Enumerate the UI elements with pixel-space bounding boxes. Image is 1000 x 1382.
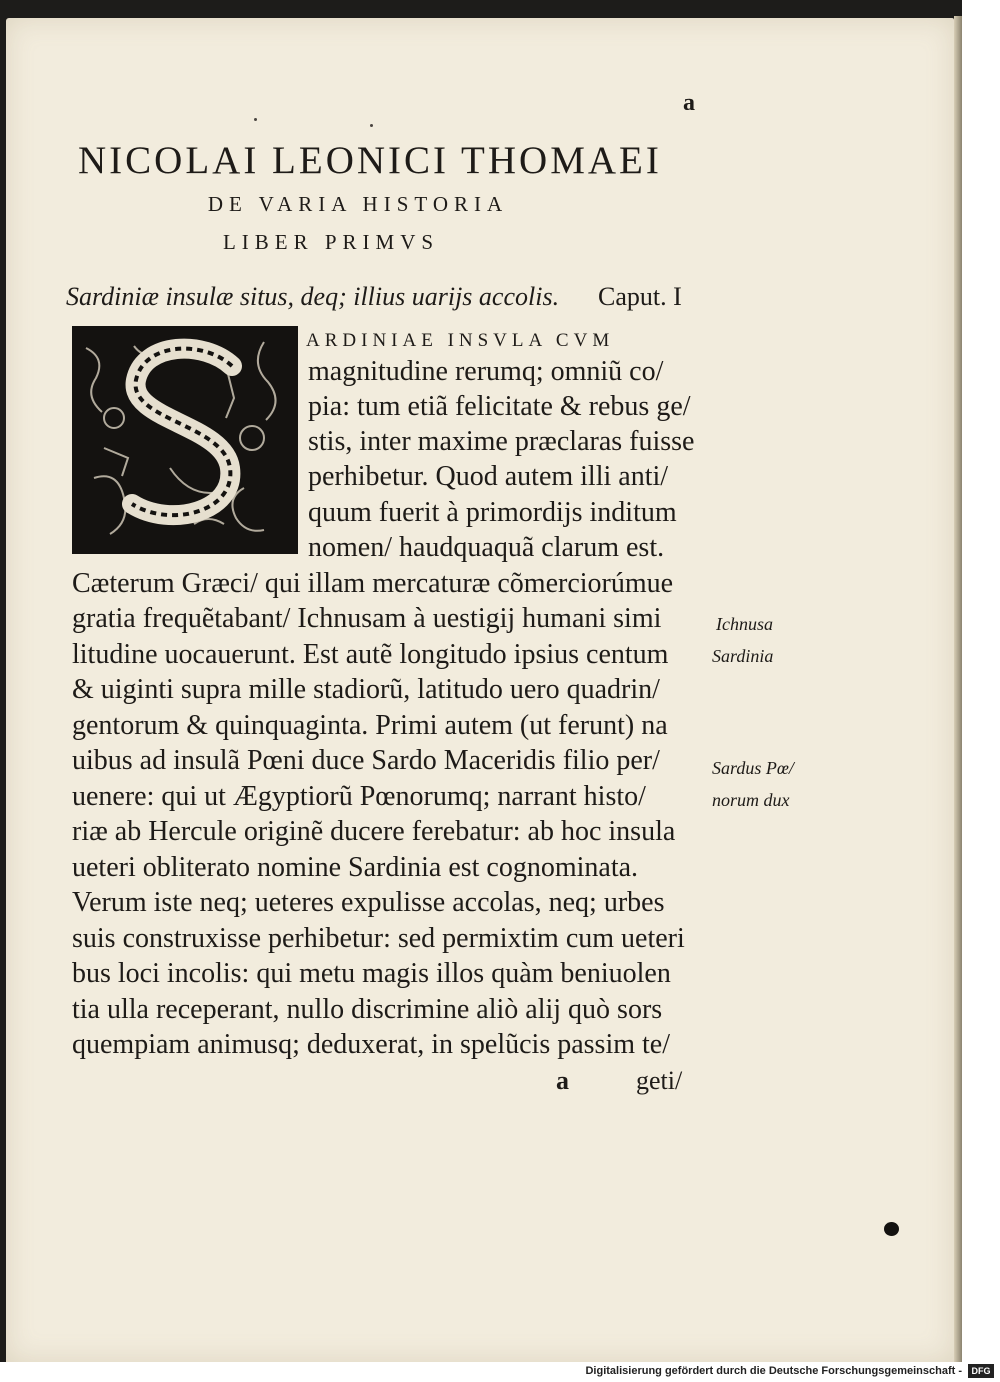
opening-capitals: ARDINIAE INSVLA CVM — [306, 330, 615, 351]
body-line: magnitudine rerumq; omniũ co/ — [308, 356, 664, 387]
chapter-label: Caput. I — [598, 282, 682, 311]
body-line: nomen/ haudquaquã clarum est. — [308, 532, 665, 563]
title-sub: DE VARIA HISTORIA — [207, 192, 509, 216]
body-line: tia ulla receperant, nullo discrimine aliò alij quò sors — [72, 994, 663, 1025]
body-line: pia: tum etiã felicitate & rebus ge/ — [308, 391, 691, 422]
dfg-logo-icon: DFG — [968, 1364, 994, 1378]
ink-blot — [884, 1222, 899, 1236]
body-line: stis, inter maxime præclaras fuisse — [308, 426, 695, 457]
page-edge — [954, 16, 962, 1362]
margin-note: Sardus Pœ/ — [712, 758, 794, 778]
body-line: ueteri obliterato nomine Sardinia est cognominata. — [72, 852, 639, 883]
decorated-initial — [72, 326, 298, 554]
margin-note: Ichnusa — [716, 614, 773, 634]
woodcut-initial-s-icon — [74, 328, 292, 548]
signature-mark: a — [556, 1066, 569, 1095]
title-book: LIBER PRIMVS — [222, 230, 440, 254]
body-line: suis construxisse perhibetur: sed permixtim cum ueteri — [72, 923, 685, 954]
footer-credit: Digitalisierung gefördert durch die Deutsche Forschungsgemeinschaft - — [585, 1365, 962, 1377]
body-line: uenere: qui ut Ægyptiorũ Pœnorumq; narrant histo/ — [72, 781, 646, 812]
body-line: Verum iste neq; ueteres expulisse accolas, neq; urbes — [72, 887, 665, 918]
margin-note: Sardinia — [712, 646, 774, 666]
body-line: & uiginti supra mille stadiorũ, latitudo uero quadrin/ — [72, 674, 660, 705]
chapter-heading: Sardiniæ insulæ situs, deq; illius uarijs accolis. — [66, 282, 560, 311]
margin-note: norum dux — [712, 790, 790, 810]
body-line: quempiam animusq; deduxerat, in spelũcis passim te/ — [72, 1029, 670, 1060]
body-line: Cæterum Græci/ qui illam mercaturæ cõmerciorúmue — [72, 568, 674, 599]
body-line: riæ ab Hercule originẽ ducere ferebatur: ab hoc insula — [72, 816, 676, 847]
body-line: perhibetur. Quod autem illi anti/ — [308, 461, 669, 492]
body-line: gentorum & quinquaginta. Primi autem (ut ferunt) na — [72, 710, 668, 741]
body-line: gratia frequẽtabant/ Ichnusam à uestigij humani simi — [72, 603, 662, 634]
folio-mark: a — [683, 90, 695, 116]
speck — [370, 124, 373, 127]
body-line: bus loci incolis: qui metu magis illos quàm beniuolen — [72, 958, 671, 989]
body-line: uibus ad insulã Pœni duce Sardo Maceridis filio per/ — [72, 745, 660, 776]
catchword: geti/ — [636, 1066, 683, 1095]
body-line: litudine uocauerunt. Est autẽ longitudo ipsius centum — [72, 639, 669, 670]
speck — [254, 118, 257, 121]
title-main: NICOLAI LEONICI THOMAEI — [78, 139, 662, 182]
body-line: quum fuerit à primordijs inditum — [308, 497, 677, 528]
